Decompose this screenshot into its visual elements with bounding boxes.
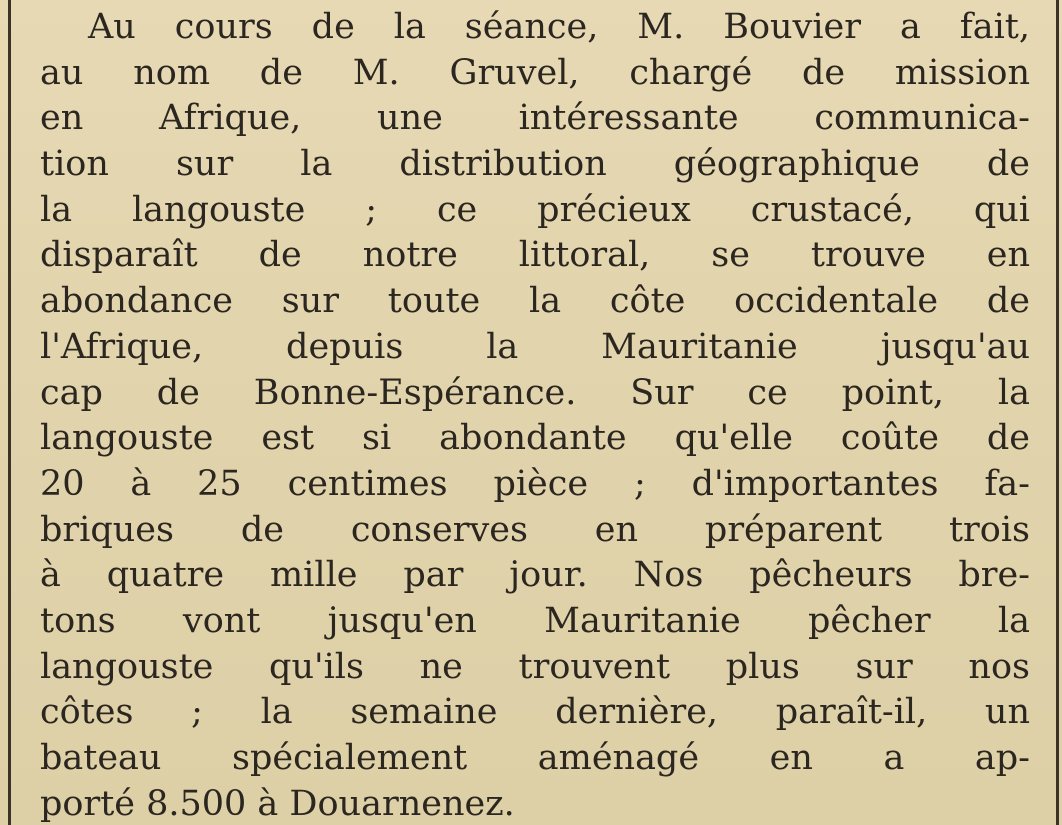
text-line: porté 8.500 à Douarnenez. (40, 783, 515, 824)
text-line: abondance sur toute la côte occidentale de (40, 281, 1030, 322)
text-line: 20 à 25 centimes pièce ; d'importantes fa- (40, 463, 1030, 504)
column-rule-left (8, 0, 11, 825)
text-line: cap de Bonne-Espérance. Sur ce point, la (40, 372, 1030, 413)
column-rule-right (1056, 0, 1059, 825)
text-line: disparaît de notre littoral, se trouve en (40, 235, 1030, 276)
text-line: Au cours de la séance, M. Bouvier a fait, (88, 7, 1030, 47)
text-line: l'Afrique, depuis la Mauritanie jusqu'au (40, 326, 1030, 367)
article-text (40, 5, 1030, 825)
text-line: tion sur la distribution géographique de (40, 144, 1030, 185)
text-line: en Afrique, une intéressante communica- (40, 98, 1030, 139)
text-line: bateau spécialement aménagé en a ap- (40, 738, 1030, 778)
text-line: côtes ; la semaine dernière, paraît-il, un (40, 692, 1030, 733)
text-line: langouste qu'ils ne trouvent plus sur nos (40, 646, 1030, 687)
text-line: à quatre mille par jour. Nos pêcheurs bre- (40, 555, 1030, 596)
text-line: tons vont jusqu'en Mauritanie pêcher la (40, 600, 1030, 641)
text-line: au nom de M. Gruvel, chargé de mission (40, 52, 1030, 93)
text-line: langouste est si abondante qu'elle coûte de (40, 418, 1030, 459)
text-line: briques de conserves en préparent trois (40, 509, 1030, 550)
text-line: la langouste ; ce précieux crustacé, qui (40, 189, 1030, 230)
